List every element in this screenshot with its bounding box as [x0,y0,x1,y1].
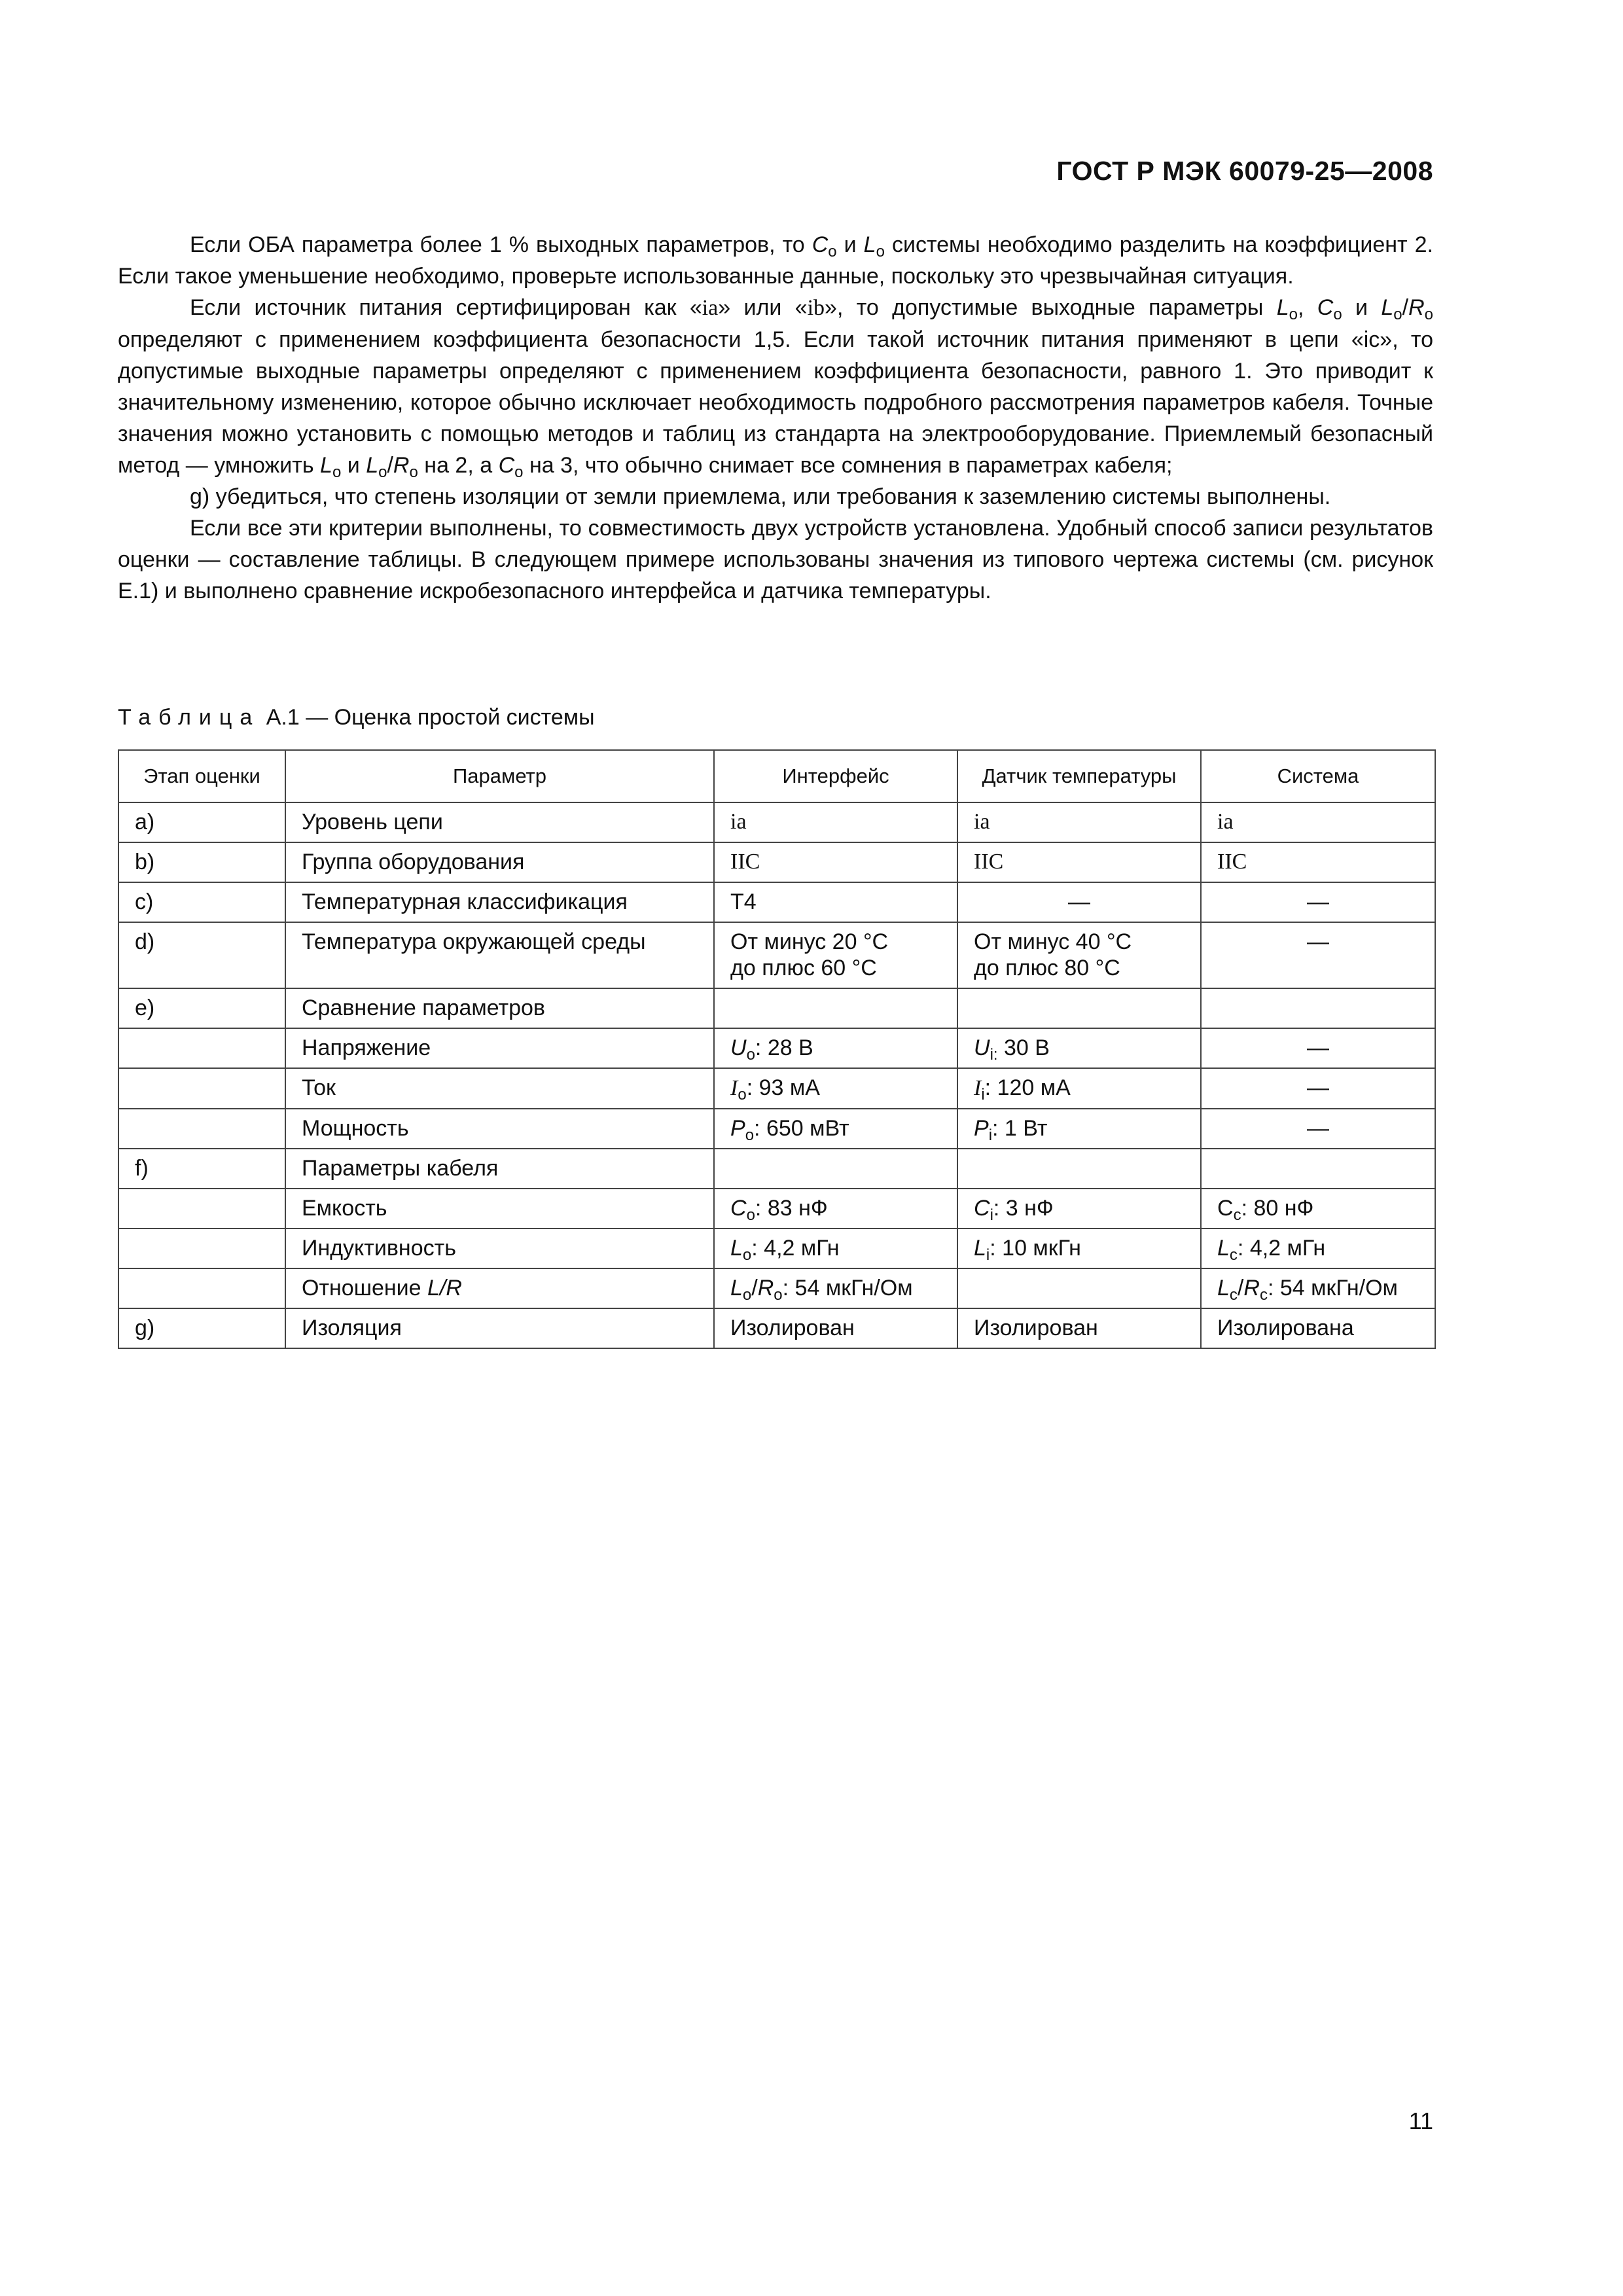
table-row [118,842,1435,882]
cell-interface: $I_o$: 93 мА [714,1068,957,1109]
cell-param: Ток [285,1068,714,1109]
cell-interface: От минус 20 °С до плюс 60 °С [714,922,957,988]
table-row [118,1229,1435,1268]
cell-interface: ia [714,802,957,842]
table-row [118,802,1435,842]
cell-interface: $C_o$: 83 нФ [714,1189,957,1229]
cell-sensor: $C_i$: 3 нФ [957,1189,1201,1229]
cell-sensor: — [957,882,1201,922]
cell-stage [118,1028,285,1068]
cell-param: Температура окружающей среды [285,922,714,988]
cell-system: $L_c/R_c$: 54 мкГн/Ом [1201,1268,1435,1308]
cell-interface [714,988,957,1028]
header-parameter: Параметр [285,750,714,802]
document-header: ГОСТ Р МЭК 60079-25—2008 [1056,156,1433,186]
cell-sensor [957,988,1201,1028]
table-row [118,1308,1435,1348]
cell-sensor: От минус 40 °С до плюс 80 °С [957,922,1201,988]
cell-system [1201,1149,1435,1189]
cell-param: Индуктивность [285,1229,714,1268]
cell-interface: $U_o$: 28 В [714,1028,957,1068]
cell-system: ia [1201,802,1435,842]
paragraph-2: Если источник питания сертифицирован как «ia» или «ib», то допустимые выходные параметры $L_o$, $C_o$ и $L_o/R_o$ определяют с применением коэффициента безопасности 1,5. Если такой источник питания применяют в цепи «ic», то допустимые выходные параметры определяют с применением коэффициента безопасности, равного 1. Это приводит к значительному изменению, которое обычно исключает необходимость подробного рассмотрения параметров кабеля. Точные значения можно установить с помощью методов и таблиц из стандарта на электрооборудование. Приемлемый безопасный метод — умножить $L_o$ и $L_o/R_o$ на 2, а $C_o$ на 3, что обычно снимает все сомнения в параметрах кабеля; [118,295,1433,481]
cell-system: IIC [1201,842,1435,882]
cell-system: — [1201,1068,1435,1109]
cell-system: — [1201,1109,1435,1149]
header-system: Система [1201,750,1435,802]
table-row [118,1028,1435,1068]
cell-interface [714,1149,957,1189]
cell-stage [118,1068,285,1109]
cell-stage: e) [118,988,285,1028]
cell-stage: a) [118,802,285,842]
cell-sensor: IIC [957,842,1201,882]
header-stage: Этап оценки [118,750,285,802]
cell-stage [118,1189,285,1229]
cell-param: Сравнение параметров [285,988,714,1028]
cell-stage: b) [118,842,285,882]
cell-sensor: $U_{i:}$ 30 В [957,1028,1201,1068]
cell-system: — [1201,882,1435,922]
paragraph-1: Если ОБА параметра более 1 % выходных параметров, то $C_o$ и $L_o$ системы необходимо разделить на коэффициент 2. Если такое уменьшение необходимо, проверьте использованные данные, поскольку это чрезвычайная ситуация. [118,232,1434,289]
body-text [118,229,1433,607]
cell-sensor: $L_i$: 10 мкГн [957,1229,1201,1268]
cell-stage: c) [118,882,285,922]
cell-sensor [957,1149,1201,1189]
cell-system: $L_c$: 4,2 мГн [1201,1229,1435,1268]
cell-param: Мощность [285,1109,714,1149]
cell-stage: d) [118,922,285,988]
cell-param: Отношение L/R [285,1268,714,1308]
table-row [118,1189,1435,1229]
cell-interface: $P_o$: 650 мВт [714,1109,957,1149]
cell-interface: T4 [714,882,957,922]
cell-sensor: $P_i$: 1 Вт [957,1109,1201,1149]
page-number: 11 [1408,2108,1433,2134]
cell-param: Емкость [285,1189,714,1229]
table-row [118,1149,1435,1189]
cell-interface: $L_o/R_o$: 54 мкГн/Ом [714,1268,957,1308]
cell-interface: IIC [714,842,957,882]
cell-sensor: ia [957,802,1201,842]
cell-sensor [957,1268,1201,1308]
table-row [118,988,1435,1028]
cell-stage: g) [118,1308,285,1348]
paragraph-3: g) убедиться, что степень изоляции от земли приемлема, или требования к заземлению системы выполнены. [190,484,1331,509]
cell-system: Изолирована [1201,1308,1435,1348]
paragraph-4: Если все эти критерии выполнены, то совместимость двух устройств установлена. Удобный способ записи результатов оценки — составление таблицы. В следующем примере использованы значения из типового чертежа системы (см. рисунок Е.1) и выполнено сравнение искробезопасного интерфейса и датчика температуры. [118,516,1433,603]
cell-param: Группа оборудования [285,842,714,882]
cell-interface: Изолирован [714,1308,957,1348]
table-header-row [118,750,1435,802]
cell-stage: f) [118,1149,285,1189]
cell-system [1201,988,1435,1028]
cell-stage [118,1268,285,1308]
cell-interface: $L_o$: 4,2 мГн [714,1229,957,1268]
cell-stage [118,1109,285,1149]
cell-stage [118,1229,285,1268]
table-row [118,922,1435,988]
evaluation-table [118,749,1436,1349]
cell-param: Изоляция [285,1308,714,1348]
table-row [118,1109,1435,1149]
cell-param: Напряжение [285,1028,714,1068]
cell-sensor: $I_i$: 120 мА [957,1068,1201,1109]
header-sensor: Датчик температуры [957,750,1201,802]
cell-param: Параметры кабеля [285,1149,714,1189]
cell-system: — [1201,1028,1435,1068]
cell-param: Уровень цепи [285,802,714,842]
table-row [118,882,1435,922]
header-interface: Интерфейс [714,750,957,802]
cell-sensor: Изолирован [957,1308,1201,1348]
table-row [118,1068,1435,1109]
cell-param: Температурная классификация [285,882,714,922]
cell-system: — [1201,922,1435,988]
table-caption: Таблица А.1 — Оценка простой системы [118,705,595,730]
cell-system: $C_c$: 80 нФ [1201,1189,1435,1229]
table-row [118,1268,1435,1308]
